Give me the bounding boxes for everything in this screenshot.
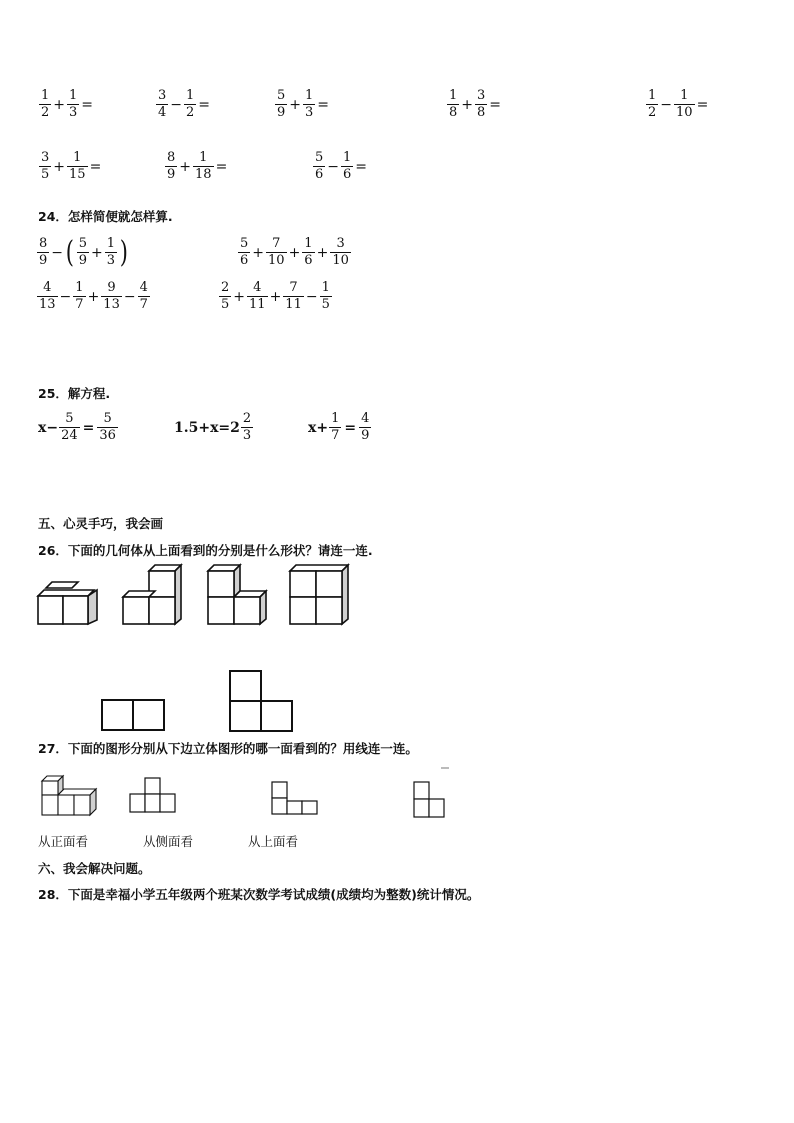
fraction: $\frac{5}{6}$ — [315, 150, 324, 182]
solid-figure-q27[interactable] — [38, 775, 100, 817]
fraction: $\frac{4}{11}$ — [249, 280, 266, 312]
simplify-expr-3: $\frac{4}{13}$ − $\frac{1}{7}$ + $\frac{9}{13}$ − $\frac{4}{7}$ — [39, 280, 148, 312]
fraction: $\frac{1}{3}$ — [106, 236, 116, 268]
view-shape-3[interactable] — [413, 780, 447, 820]
top-view-l-shape[interactable] — [228, 669, 294, 733]
equation-2: 1.5+x=2 $\frac{2}{3}$ — [174, 411, 252, 443]
q24-title: 24．怎样简便就怎样算. — [38, 209, 173, 224]
equation-3: x+ $\frac{1}{7}$ = $\frac{4}{9}$ — [308, 411, 370, 443]
fraction: $\frac{1}{2}$ — [186, 88, 195, 120]
fraction: $\frac{5}{24}$ — [61, 411, 78, 443]
view-label-side: 从侧面看 — [143, 834, 194, 849]
q25-title: 25．解方程. — [38, 386, 111, 401]
fraction: $\frac{4}{13}$ — [39, 280, 56, 312]
calc-1-2: $\frac{3}{4}$ − $\frac{1}{2}$ = — [158, 88, 211, 120]
fraction: $\frac{1}{8}$ — [449, 88, 458, 120]
simplify-expr-1: $\frac{8}{9}$ − ( $\frac{5}{9}$ + $\frac{1}{3}$ ) — [39, 234, 128, 270]
fraction: $\frac{1}{2}$ — [648, 88, 657, 120]
fraction: $\frac{2}{3}$ — [242, 411, 252, 443]
fraction: $\frac{5}{36}$ — [99, 411, 116, 443]
fraction: $\frac{2}{5}$ — [221, 280, 230, 312]
calc-1-5: $\frac{1}{2}$ − $\frac{1}{10}$ = — [648, 88, 709, 120]
section-6-title: 六、我会解决问题。 — [38, 861, 151, 876]
fraction: $\frac{8}{9}$ — [167, 150, 176, 182]
fraction: $\frac{4}{9}$ — [361, 411, 370, 443]
calc-2-3: $\frac{5}{6}$ − $\frac{1}{6}$ = — [315, 150, 368, 182]
top-view-two-squares[interactable] — [100, 698, 166, 732]
fraction: $\frac{4}{7}$ — [139, 280, 148, 312]
q27-title: 27．下面的图形分别从下边立体图形的哪一面看到的？用线连一连。 — [38, 741, 418, 756]
fraction: $\frac{1}{7}$ — [331, 411, 340, 443]
fraction: $\frac{1}{15}$ — [69, 150, 86, 182]
view-shape-2[interactable] — [271, 780, 319, 816]
calc-2-2: $\frac{8}{9}$ + $\frac{1}{18}$ = — [167, 150, 228, 182]
simplify-expr-4: $\frac{2}{5}$ + $\frac{4}{11}$ + $\frac{7}{11}$ − $\frac{1}{5}$ — [221, 280, 330, 312]
fraction: $\frac{3}{5}$ — [41, 150, 50, 182]
calc-1-1: $\frac{1}{2}$ + $\frac{1}{3}$ = — [41, 88, 94, 120]
equation-1: x− $\frac{5}{24}$ = $\frac{5}{36}$ — [38, 411, 116, 443]
fraction: $\frac{7}{11}$ — [285, 280, 302, 312]
view-label-top: 从上面看 — [248, 834, 299, 849]
fraction: $\frac{5}{6}$ — [240, 236, 249, 268]
fraction: $\frac{5}{9}$ — [277, 88, 286, 120]
view-shape-1[interactable] — [129, 776, 177, 814]
fraction: $\frac{8}{9}$ — [39, 236, 48, 268]
section-5-title: 五、心灵手巧，我会画 — [38, 516, 164, 531]
calc-1-4: $\frac{1}{8}$ + $\frac{3}{8}$ = — [449, 88, 502, 120]
fraction: $\frac{5}{9}$ — [78, 236, 88, 268]
solid-figure-3[interactable] — [205, 563, 269, 626]
fraction: $\frac{1}{3}$ — [305, 88, 314, 120]
fraction: $\frac{3}{10}$ — [332, 236, 349, 268]
fraction: $\frac{1}{10}$ — [676, 88, 693, 120]
fraction: $\frac{1}{5}$ — [321, 280, 330, 312]
solid-figure-2[interactable] — [120, 563, 186, 626]
fraction: $\frac{1}{6}$ — [304, 236, 313, 268]
fraction: $\frac{1}{6}$ — [343, 150, 352, 182]
fraction: $\frac{1}{3}$ — [69, 88, 78, 120]
fraction: $\frac{1}{18}$ — [195, 150, 212, 182]
calc-1-3: $\frac{5}{9}$ + $\frac{1}{3}$ = — [277, 88, 330, 120]
fraction: $\frac{3}{4}$ — [158, 88, 167, 120]
solid-figure-4[interactable] — [287, 563, 353, 626]
fraction: $\frac{3}{8}$ — [477, 88, 486, 120]
simplify-expr-2: $\frac{5}{6}$ + $\frac{7}{10}$ + $\frac{1}{6}$ + $\frac{3}{10}$ — [240, 236, 349, 268]
fraction: $\frac{1}{2}$ — [41, 88, 50, 120]
view-label-front: 从正面看 — [38, 834, 89, 849]
fraction: $\frac{7}{10}$ — [268, 236, 285, 268]
fraction: $\frac{9}{13}$ — [103, 280, 120, 312]
calc-2-1: $\frac{3}{5}$ + $\frac{1}{15}$ = — [41, 150, 102, 182]
fraction: $\frac{1}{7}$ — [75, 280, 84, 312]
q26-title: 26．下面的几何体从上面看到的分别是什么形状？请连一连. — [38, 543, 373, 558]
q28-title: 28．下面是幸福小学五年级两个班某次数学考试成绩(成绩均为整数)统计情况。 — [38, 887, 480, 902]
solid-figure-1[interactable] — [36, 578, 100, 626]
